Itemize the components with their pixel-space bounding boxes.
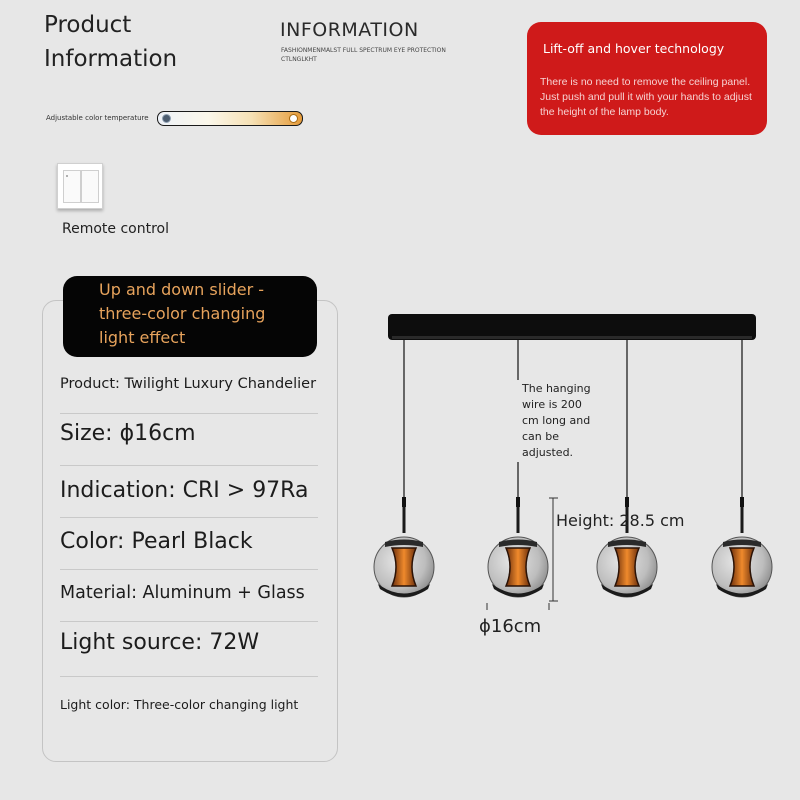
remote-control-label: Remote control	[62, 221, 169, 237]
amber-core	[615, 548, 639, 586]
amber-core	[506, 548, 530, 586]
pendant-stem	[517, 507, 520, 533]
color-temperature-label: Adjustable color temperature	[46, 114, 149, 122]
spec-light-source: Light source: 72W	[60, 630, 260, 655]
pendant-lamp	[374, 497, 434, 597]
pendant-lamp	[488, 497, 548, 597]
pendant-stem	[403, 507, 406, 533]
feature-card-title: Lift-off and hover technology	[543, 41, 725, 56]
spec-color: Color: Pearl Black	[60, 529, 253, 554]
pendant-cap	[516, 497, 520, 507]
pendant-stem	[741, 507, 744, 533]
info-heading: INFORMATION	[280, 19, 419, 41]
amber-core	[730, 548, 754, 586]
hanging-wire-note: The hanging wire is 200 cm long and can be adjusted.	[522, 382, 591, 459]
slider-callout-text: Up and down slider - three-color changing light effect	[99, 280, 266, 347]
height-label: Height: 28.5 cm	[556, 511, 685, 530]
width-label: ϕ16cm	[479, 616, 542, 637]
page-title: Product Information	[44, 12, 178, 72]
pendant-cap	[402, 497, 406, 507]
feature-card-body: There is no need to remove the ceiling panel. Just push and pull it with your hands to adjust the height of the lamp body.	[540, 76, 752, 118]
spec-product: Product: Twilight Luxury Chandelier	[60, 376, 317, 392]
info-subtitle: FASHIONMENMALST FULL SPECTRUM EYE PROTECTION CTLNGLKHT	[281, 47, 446, 63]
pendant-cap	[740, 497, 744, 507]
spec-material: Material: Aluminum + Glass	[60, 583, 305, 603]
spec-size: Size: ϕ16cm	[60, 421, 196, 446]
pendant-lamp	[712, 497, 772, 597]
spec-light-color: Light color: Three-color changing light	[60, 697, 299, 712]
spec-indication: Indication: CRI > 97Ra	[60, 478, 309, 503]
pendant-cap	[625, 497, 629, 507]
amber-core	[392, 548, 416, 586]
ceiling-bar-edge	[392, 336, 752, 339]
